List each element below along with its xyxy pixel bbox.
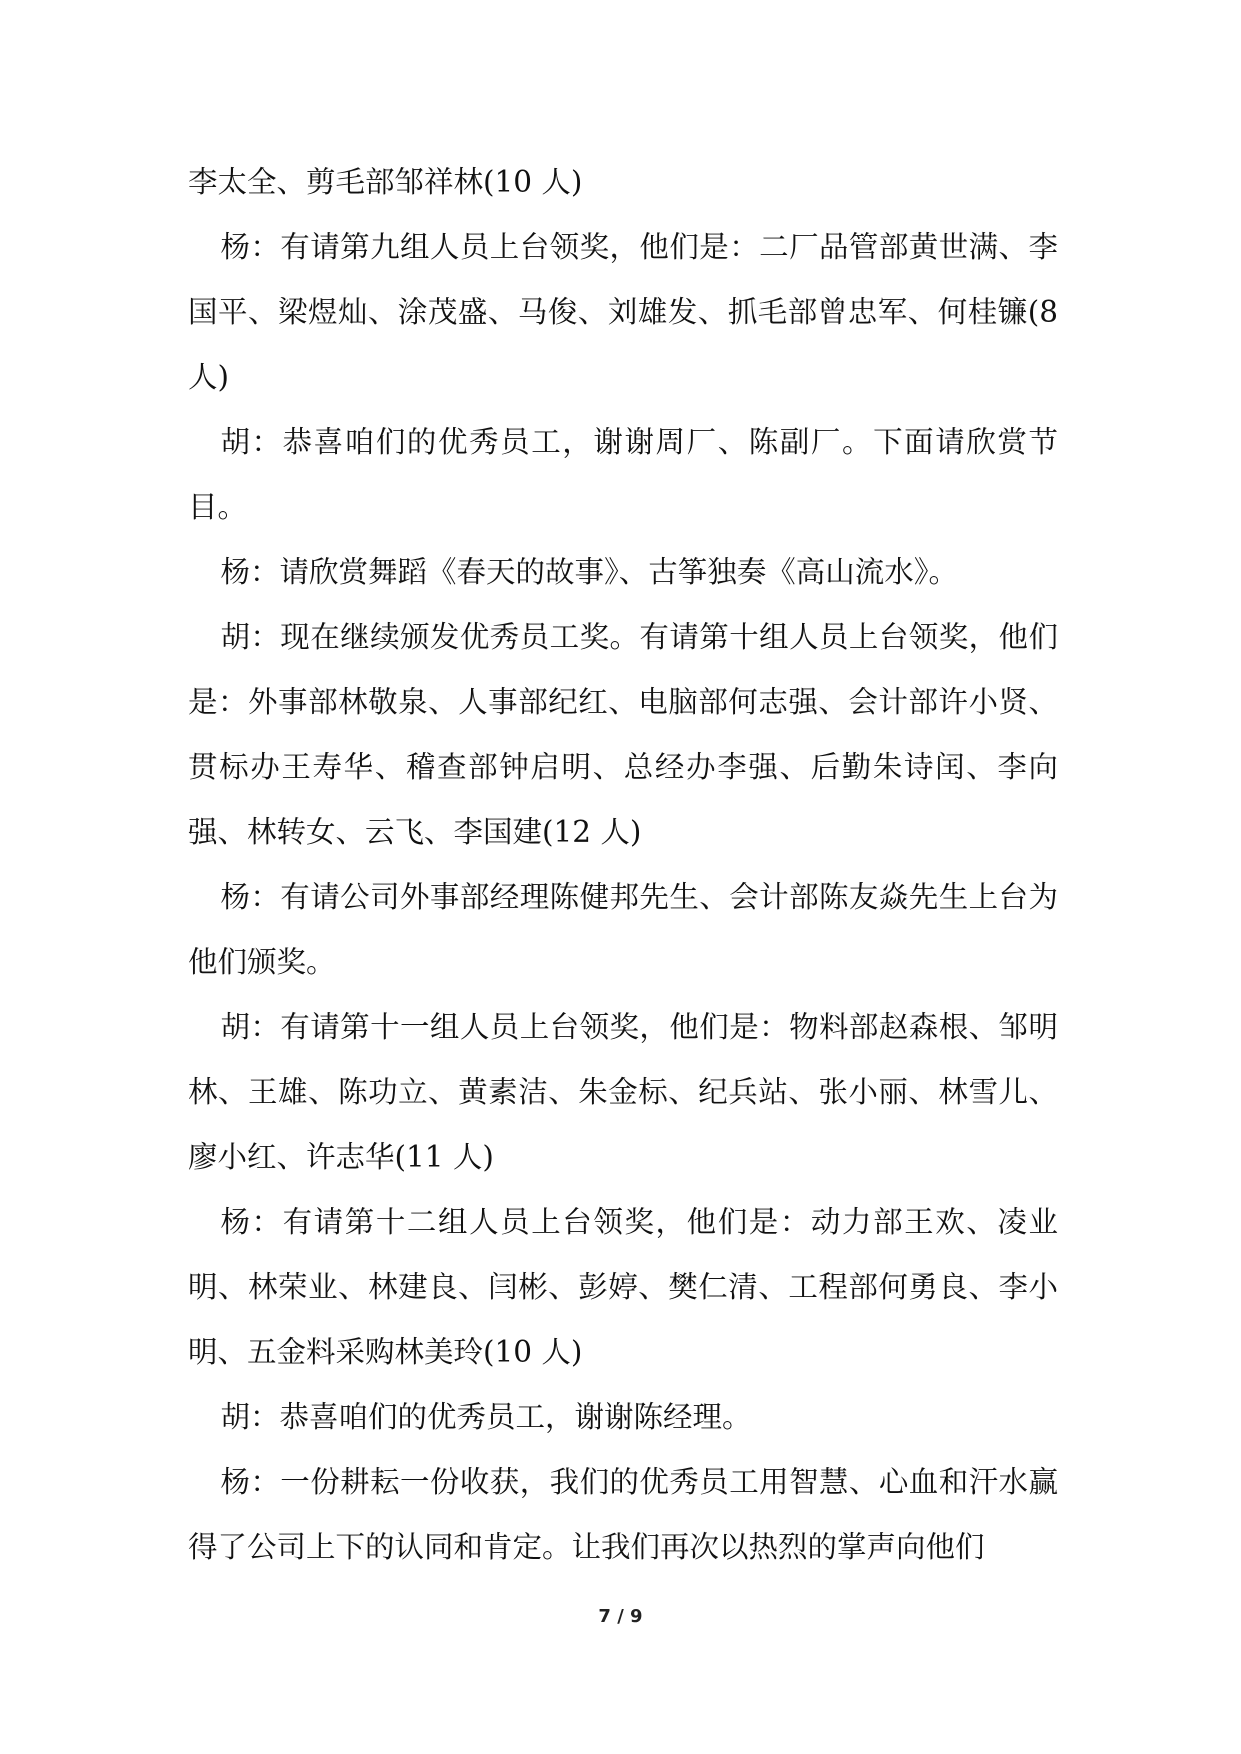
page-number: 7 / 9 [598, 1606, 643, 1627]
paragraph-yang-presenters: 杨：有请公司外事部经理陈健邦先生、会计部陈友焱先生上台为他们颁奖。 [188, 880, 1058, 979]
paragraph-hu-thanks: 胡：恭喜咱们的优秀员工，谢谢陈经理。 [220, 1400, 752, 1434]
document-body [188, 150, 1058, 1580]
paragraph-yang-group-nine: 杨：有请第九组人员上台领奖，他们是：二厂品管部黄世满、李国平、梁煜灿、涂茂盛、马俊、刘雄发、抓毛部曾忠军、何桂镰(8 人) [188, 230, 1058, 394]
paragraph-continuation: 李太全、剪毛部邹祥林(10 人) [188, 165, 583, 199]
paragraph-yang-group-twelve: 杨：有请第十二组人员上台领奖，他们是：动力部王欢、凌业明、林荣业、林建良、闫彬、彭婷、樊仁清、工程部何勇良、李小明、五金料采购林美玲(10 人) [188, 1205, 1058, 1369]
paragraph-hu-group-eleven: 胡：有请第十一组人员上台领奖，他们是：物料部赵森根、邹明林、王雄、陈功立、黄素洁、朱金标、纪兵站、张小丽、林雪儿、廖小红、许志华(11 人) [188, 1010, 1058, 1174]
paragraph-hu-congratulations: 胡：恭喜咱们的优秀员工，谢谢周厂、陈副厂。下面请欣赏节目。 [188, 425, 1058, 524]
paragraph-hu-group-ten: 胡：现在继续颁发优秀员工奖。有请第十组人员上台领奖，他们是：外事部林敬泉、人事部纪红、电脑部何志强、会计部许小贤、贯标办王寿华、稽查部钟启明、总经办李强、后勤朱诗闰、李向强、林转女、云飞、李国建(12 人) [188, 620, 1058, 849]
paragraph-yang-closing: 杨：一份耕耘一份收获，我们的优秀员工用智慧、心血和汗水赢得了公司上下的认同和肯定。让我们再次以热烈的掌声向他们 [188, 1465, 1058, 1564]
paragraph-yang-performance: 杨：请欣赏舞蹈《春天的故事》、古筝独奏《高山流水》。 [220, 555, 958, 589]
